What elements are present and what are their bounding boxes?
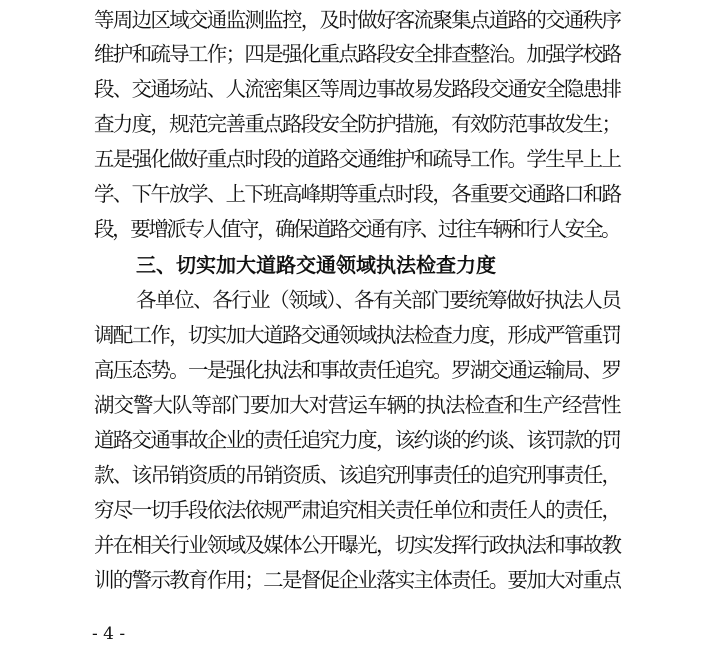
body-text-line: 并在相关行业领域及媒体公开曝光，切实发挥行政执法和事故教 (94, 533, 621, 557)
body-text-line: 等周边区域交通监测监控，及时做好客流聚集点道路的交通秩序 (94, 8, 621, 32)
body-text-line: 学、下午放学、上下班高峰期等重点时段，各重要交通路口和路 (94, 182, 621, 206)
body-text-line: 道路交通事故企业的责任追究力度，该约谈的约谈、该罚款的罚 (94, 428, 621, 452)
body-text-line: 调配工作，切实加大道路交通领域执法检查力度，形成严管重罚 (94, 323, 621, 347)
body-text-line: 段，要增派专人值守，确保道路交通有序、过往车辆和行人安全。 (94, 217, 620, 241)
body-text-line: 五是强化做好重点时段的道路交通维护和疏导工作。学生早上上 (94, 147, 621, 171)
body-text-line: 训的警示教育作用；二是督促企业落实主体责任。要加大对重点 (94, 568, 621, 592)
section-heading: 三、切实加大道路交通领域执法检查力度 (136, 253, 496, 277)
body-text-line: 穷尽一切手段依法依规严肃追究相关责任单位和责任人的责任， (94, 498, 621, 522)
body-text-line: 查力度，规范完善重点路段安全防护措施，有效防范事故发生； (94, 112, 621, 136)
body-text-line: 高压态势。一是强化执法和事故责任追究。罗湖交通运输局、罗 (94, 358, 621, 382)
body-text-line: 款、该吊销资质的吊销资质、该追究刑事责任的追究刑事责任， (94, 463, 621, 487)
page-number: - 4 - (92, 624, 126, 644)
paragraph-first-line: 各单位、各行业（领域）、各有关部门要统筹做好执法人员 (136, 288, 621, 312)
body-text-line: 湖交警大队等部门要加大对营运车辆的执法检查和生产经营性 (94, 393, 621, 417)
body-text-line: 维护和疏导工作；四是强化重点路段安全排查整治。加强学校路 (94, 42, 621, 66)
body-text-line: 段、交通场站、人流密集区等周边事故易发路段交通安全隐患排 (94, 77, 621, 101)
